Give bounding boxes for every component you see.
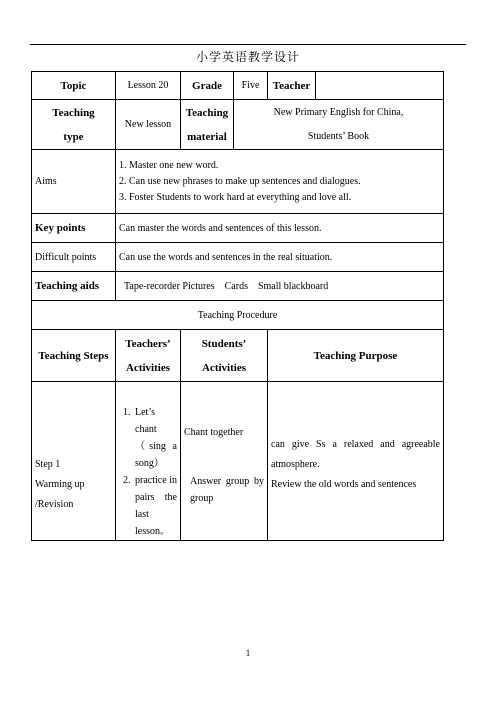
difficult-points-label: Difficult points <box>32 243 116 272</box>
type-row <box>32 100 444 150</box>
topic-label: Topic <box>32 72 116 100</box>
step1-line1: Step 1 <box>35 459 61 470</box>
teacher-activity-item: 1. Let’s chant（sing a song） <box>133 404 177 472</box>
step1-cell <box>32 382 116 541</box>
topic-value: Lesson 20 <box>116 72 181 100</box>
lesson-plan-table <box>31 71 444 541</box>
student-activity-2: Answer group by group <box>190 475 264 504</box>
key-points-row <box>32 214 444 243</box>
procedure-header-row <box>32 330 444 382</box>
student-activity-1: Chant together <box>184 426 244 438</box>
students-col-header-line2: Activities <box>202 361 246 374</box>
teaching-type-label-line2: type <box>63 130 84 143</box>
teaching-aids-value: Tape-recorder Pictures Cards Small blackboard <box>116 272 444 301</box>
aims-list <box>116 150 444 214</box>
aim-item: 3. Foster Students to work hard at everything and love all. <box>119 191 352 203</box>
step1-student-activities <box>181 382 268 541</box>
teachers-col-header <box>116 330 181 382</box>
teaching-material-value <box>234 100 444 150</box>
page-number: 1 <box>245 648 251 658</box>
teacher-label: Teacher <box>268 72 316 100</box>
header-rule <box>30 44 466 45</box>
teachers-col-header-line1: Teachers’ <box>125 337 171 350</box>
teaching-material-value-line2: Students’ Book <box>307 130 370 142</box>
difficult-points-row <box>32 243 444 272</box>
teacher-value <box>316 72 444 100</box>
teaching-material-label <box>181 100 234 150</box>
purpose-line-2: Review the old words and sentences <box>271 479 417 490</box>
header-row <box>32 72 444 100</box>
step1-line2: Warming up <box>35 479 85 490</box>
grade-value: Five <box>234 72 268 100</box>
step1-line3: /Revision <box>35 499 74 510</box>
aim-item: 2. Can use new phrases to make up sentences and dialogues. <box>119 175 361 187</box>
step1-row <box>32 382 444 541</box>
teaching-material-label-line1: Teaching <box>185 106 229 119</box>
aims-row <box>32 150 444 214</box>
teaching-aids-row <box>32 272 444 301</box>
key-points-label: Key points <box>32 214 116 243</box>
key-points-value: Can master the words and sentences of this lesson. <box>116 214 444 243</box>
teacher-activity-item: 2. practice in pairs the last lesson。 <box>133 472 177 540</box>
students-col-header-line1: Students’ <box>201 337 247 350</box>
purpose-line-1: can give Ss a relaxed and agreeable atmosphere. <box>271 439 440 470</box>
teaching-type-value: New lesson <box>116 100 181 150</box>
teaching-type-label <box>32 100 116 150</box>
students-col-header <box>181 330 268 382</box>
aims-label: Aims <box>32 150 116 214</box>
grade-label: Grade <box>181 72 234 100</box>
procedure-title: Teaching Procedure <box>32 301 444 330</box>
teachers-col-header-line2: Activities <box>126 361 170 374</box>
purpose-col-header: Teaching Purpose <box>268 330 444 382</box>
teaching-material-value-line1: New Primary English for China, <box>273 106 404 118</box>
teacher-activity-list <box>119 404 177 540</box>
difficult-points-value: Can use the words and sentences in the real situation. <box>116 243 444 272</box>
step1-purpose <box>268 382 444 541</box>
teaching-aids-label: Teaching aids <box>32 272 116 301</box>
aim-item: 1. Master one new word. <box>119 159 219 171</box>
step1-teacher-activities <box>116 382 181 541</box>
teaching-type-label-line1: Teaching <box>52 106 95 119</box>
teaching-material-label-line2: material <box>187 130 227 143</box>
document-title: 小学英语教学设计 <box>195 50 300 64</box>
procedure-title-row <box>32 301 444 330</box>
steps-col-header: Teaching Steps <box>32 330 116 382</box>
